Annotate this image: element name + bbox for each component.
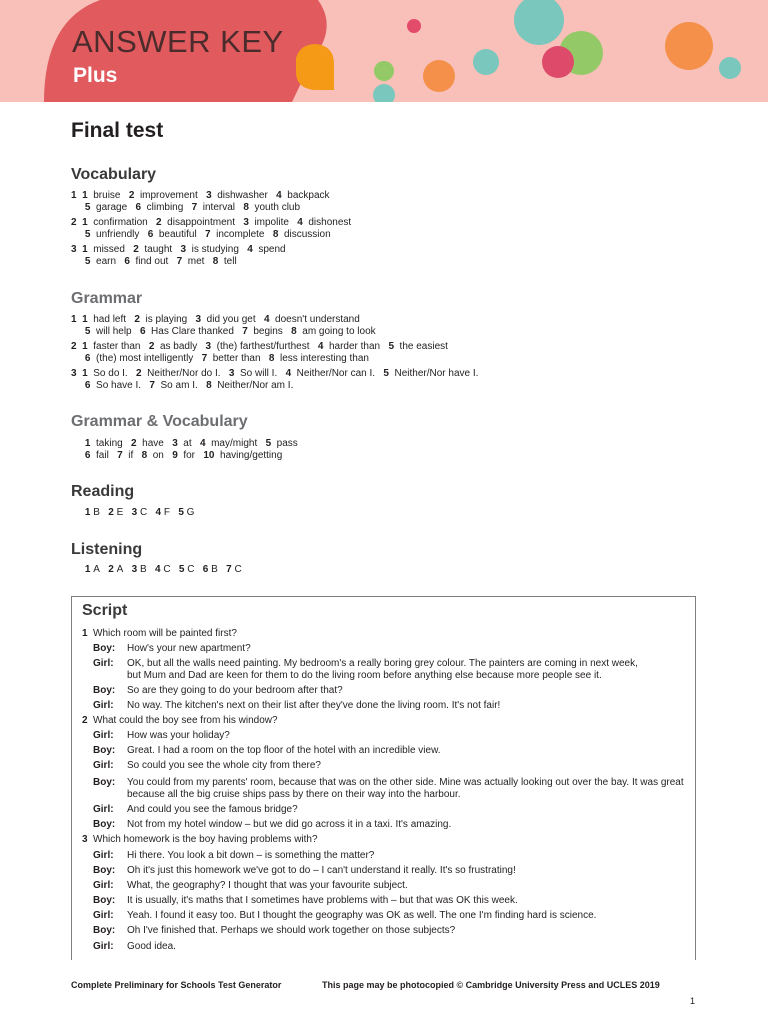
dialogue-line: So are they going to do your bedroom after that? (127, 685, 343, 696)
grammar-line: 3 1 So do I. 2 Neither/Nor do I. 3 So will I. 4 Neither/Nor can I. 5 Neither/Nor have I. (71, 368, 479, 379)
vocabulary-line: 1 1 bruise 2 improvement 3 dishwasher 4 backpack (71, 190, 330, 201)
question-text: Which room will be painted first? (93, 628, 237, 639)
dialogue-line: You could from my parents' room, because that was on the other side. Mine was actually looking out over the bay. It was great because all the big cruise ships pass by there on their way into the harbour. (127, 777, 684, 800)
footer-title: Complete Preliminary for Schools Test Generator (71, 980, 282, 990)
vocabulary-line: 2 1 confirmation 2 disappointment 3 impolite 4 dishonest (71, 217, 352, 228)
dialogue-line: Oh it's just this homework we've got to do – I can't understand it really. It's so frustrating! (127, 865, 516, 876)
reading-line: 1 B 2 E 3 C 4 F 5 G (84, 507, 195, 518)
dialogue-line: Yeah. I found it easy too. But I thought the geography was OK as well. The one I'm finding hard is science. (127, 910, 597, 921)
script-question (82, 834, 318, 846)
grammar-heading: Grammar (71, 290, 143, 307)
dialogue-line: Great. I had a room on the top floor of the hotel with an incredible view. (127, 745, 441, 756)
question-number: 3 (82, 834, 88, 845)
reading-heading: Reading (71, 483, 135, 500)
dialogue-line: Hi there. You look a bit down – is something the matter? (127, 850, 375, 861)
question-number: 2 (82, 715, 88, 726)
speaker-label: Boy: (93, 925, 116, 936)
speaker-label: Boy: (93, 865, 116, 876)
grammar-vocabulary-line: 6 fail 7 if 8 on 9 for 10 having/getting (84, 450, 283, 461)
speaker-label: Girl: (93, 700, 114, 711)
speaker-label: Girl: (93, 880, 114, 891)
grammar-line: 2 1 faster than 2 as badly 3 (the) farthest/furthest 4 harder than 5 the easiest (71, 341, 448, 352)
speaker-label: Boy: (93, 819, 116, 830)
dialogue-line: No way. The kitchen's next on their list after they've done the living room. It's not fair! (127, 700, 501, 711)
grammar-vocabulary-heading: Grammar & Vocabulary (71, 413, 248, 430)
speaker-label: Boy: (93, 745, 116, 756)
speaker-label: Girl: (93, 658, 114, 669)
grammar-line: 6 (the) most intelligently 7 better than 8 less interesting than (84, 353, 369, 364)
dialogue-line: Not from my hotel window – but we did go across it in a taxi. It's amazing. (127, 819, 452, 830)
plus-subtitle: Plus (73, 64, 118, 87)
dialogue-line: How's your new apartment? (127, 643, 251, 654)
speaker-label: Boy: (93, 685, 116, 696)
dialogue-line: It is usually, it's maths that I sometimes have problems with – but that was OK this week. (127, 895, 518, 906)
speaker-label: Girl: (93, 760, 114, 771)
question-number: 1 (82, 628, 88, 639)
question-text: Which homework is the boy having problems with? (93, 834, 318, 845)
question-text: What could the boy see from his window? (93, 715, 278, 726)
speaker-label: Boy: (93, 643, 116, 654)
vocabulary-line: 5 garage 6 climbing 7 interval 8 youth club (84, 202, 301, 213)
dialogue-line: Good idea. (127, 941, 176, 952)
listening-line: 1 A 2 A 3 B 4 C 5 C 6 B 7 C (84, 564, 242, 575)
page-title: Final test (71, 119, 164, 142)
grammar-line: 6 So have I. 7 So am I. 8 Neither/Nor am I. (84, 380, 294, 391)
speaker-label: Girl: (93, 850, 114, 861)
speaker-label: Girl: (93, 804, 114, 815)
dialogue-line: And could you see the famous bridge? (127, 804, 298, 815)
script-question (82, 628, 237, 640)
page-number: 1 (690, 996, 696, 1006)
grammar-line: 1 1 had left 2 is playing 3 did you get 4 doesn't understand (71, 314, 360, 325)
vocabulary-heading: Vocabulary (71, 166, 157, 183)
listening-heading: Listening (71, 541, 143, 558)
grammar-line: 5 will help 6 Has Clare thanked 7 begins 8 am going to look (84, 326, 376, 337)
footer-copyright: This page may be photocopied © Cambridge University Press and UCLES 2019 (322, 980, 660, 990)
vocabulary-line: 3 1 missed 2 taught 3 is studying 4 spend (71, 244, 286, 255)
header-banner (0, 0, 768, 102)
vocabulary-line: 5 unfriendly 6 beautiful 7 incomplete 8 discussion (84, 229, 331, 240)
grammar-vocabulary-line: 1 taking 2 have 3 at 4 may/might 5 pass (84, 438, 298, 449)
speaker-label: Girl: (93, 910, 114, 921)
dialogue-line: So could you see the whole city from there? (127, 760, 321, 771)
dialogue-line: What, the geography? I thought that was your favourite subject. (127, 880, 408, 891)
dialogue-line: How was your holiday? (127, 730, 230, 741)
dialogue-line: OK, but all the walls need painting. My bedroom's a really boring grey colour. The painters are coming in next week, but Mum and Dad are keen for them to do the living room before anything else because more people see it. (127, 658, 638, 681)
script-heading: Script (82, 602, 128, 619)
speaker-label: Girl: (93, 941, 114, 952)
speaker-label: Boy: (93, 777, 116, 788)
speaker-label: Girl: (93, 730, 114, 741)
speaker-label: Boy: (93, 895, 116, 906)
vocabulary-line: 5 earn 6 find out 7 met 8 tell (84, 256, 237, 267)
answer-key-title: ANSWER KEY (72, 24, 284, 59)
dialogue-line: Oh I've finished that. Perhaps we should work together on those subjects? (127, 925, 456, 936)
script-question (82, 715, 278, 727)
